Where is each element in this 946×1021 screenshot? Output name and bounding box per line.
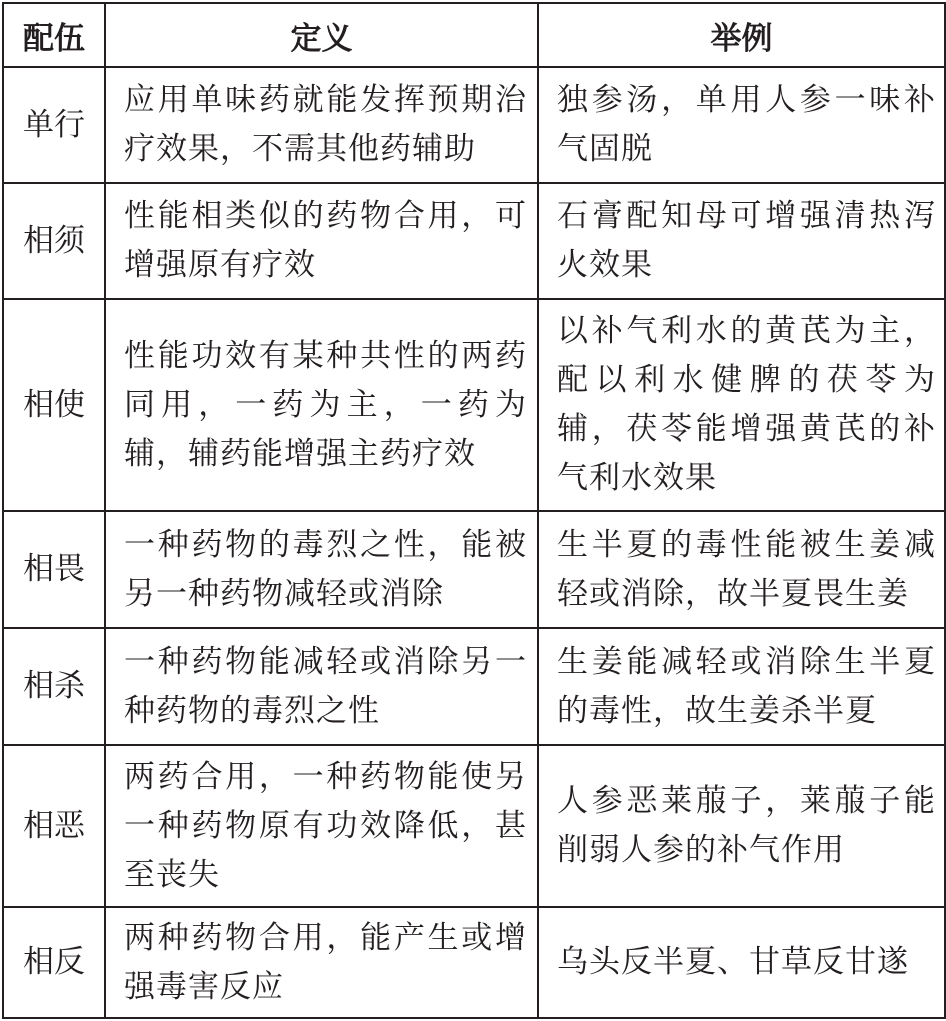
row-name: 相使 xyxy=(3,299,105,511)
row-name: 单行 xyxy=(3,67,105,183)
row-definition: 性能功效有某种共性的两药同用，一药为主，一药为辅，辅药能增强主药疗效 xyxy=(105,299,538,511)
header-compatibility: 配伍 xyxy=(3,3,105,67)
table-row xyxy=(3,67,945,183)
row-example: 生姜能减轻或消除生半夏的毒性，故生姜杀半夏 xyxy=(538,628,945,745)
row-definition: 两种药物合用，能产生或增强毒害反应 xyxy=(105,907,538,1018)
row-definition: 一种药物能减轻或消除另一种药物的毒烈之性 xyxy=(105,628,538,745)
compatibility-table xyxy=(2,2,946,1019)
row-definition: 一种药物的毒烈之性，能被另一种药物减轻或消除 xyxy=(105,511,538,628)
row-example: 乌头反半夏、甘草反甘遂 xyxy=(538,907,945,1018)
header-example: 举例 xyxy=(538,3,945,67)
row-example: 人参恶莱菔子，莱菔子能削弱人参的补气作用 xyxy=(538,745,945,907)
row-example: 石膏配知母可增强清热泻火效果 xyxy=(538,183,945,299)
row-name: 相恶 xyxy=(3,745,105,907)
row-example: 生半夏的毒性能被生姜减轻或消除，故半夏畏生姜 xyxy=(538,511,945,628)
table-row xyxy=(3,511,945,628)
row-name: 相须 xyxy=(3,183,105,299)
row-definition: 两药合用，一种药物能使另一种药物原有功效降低，甚至丧失 xyxy=(105,745,538,907)
table-row xyxy=(3,907,945,1018)
table-row xyxy=(3,299,945,511)
row-example: 独参汤，单用人参一味补气固脱 xyxy=(538,67,945,183)
row-example: 以补气利水的黄芪为主，配以利水健脾的茯苓为辅，茯苓能增强黄芪的补气利水效果 xyxy=(538,299,945,511)
row-name: 相反 xyxy=(3,907,105,1018)
row-name: 相畏 xyxy=(3,511,105,628)
table-row xyxy=(3,745,945,907)
table-row xyxy=(3,628,945,745)
row-definition: 性能相类似的药物合用，可增强原有疗效 xyxy=(105,183,538,299)
row-definition: 应用单味药就能发挥预期治疗效果，不需其他药辅助 xyxy=(105,67,538,183)
table-row xyxy=(3,183,945,299)
header-row xyxy=(3,3,945,67)
row-name: 相杀 xyxy=(3,628,105,745)
header-definition: 定义 xyxy=(105,3,538,67)
